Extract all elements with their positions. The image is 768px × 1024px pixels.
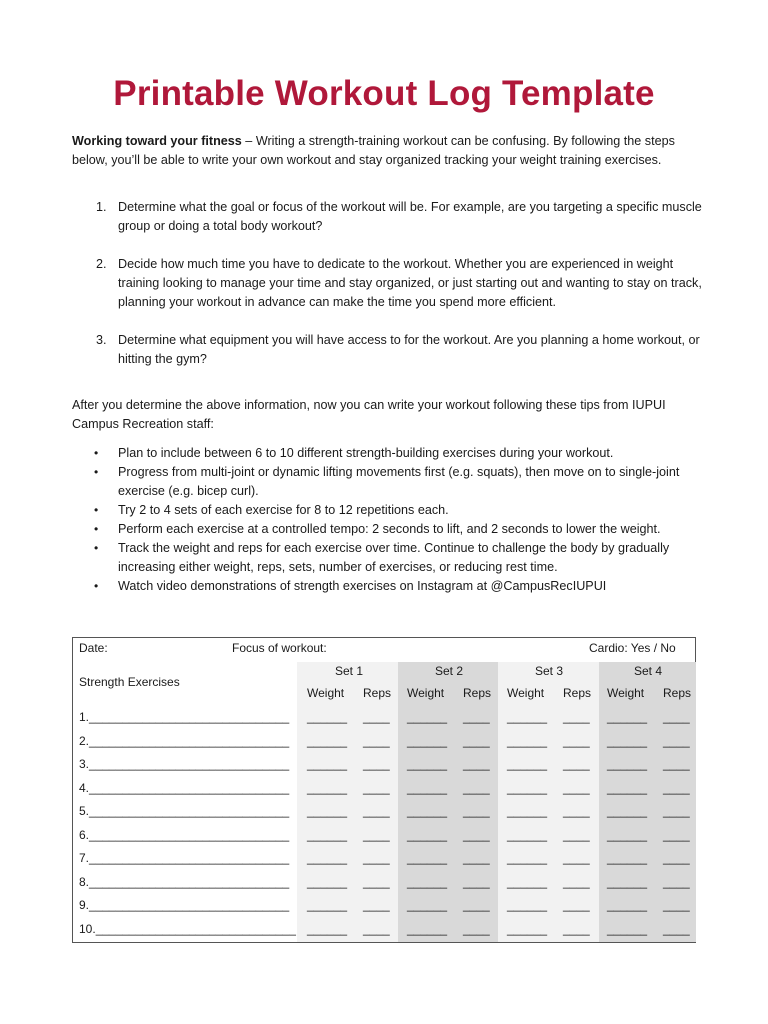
reps-header: Reps — [563, 686, 592, 700]
bullet-icon: • — [94, 579, 99, 593]
set-header: Set 1 — [335, 664, 364, 678]
weight-blank[interactable]: ______ — [507, 921, 548, 936]
reps-blank[interactable]: ____ — [463, 921, 490, 936]
tip-text: Watch video demonstrations of strength exercises on Instagram at @CampusRecIUPUI — [118, 579, 607, 593]
reps-blank[interactable]: ____ — [563, 780, 590, 795]
weight-blank[interactable]: ______ — [307, 921, 348, 936]
weight-blank[interactable]: ______ — [307, 874, 348, 889]
exercise-name-blank[interactable]: ______________________________ — [89, 827, 290, 842]
reps-blank[interactable]: ____ — [563, 827, 590, 842]
weight-blank[interactable]: ______ — [507, 804, 548, 818]
bullet-icon: • — [94, 465, 99, 479]
intro-lead: Working toward your fitness — [72, 134, 242, 148]
exercise-name-blank[interactable]: ______________________________ — [89, 733, 290, 748]
reps-blank[interactable]: ____ — [663, 804, 690, 818]
reps-blank[interactable]: ____ — [563, 851, 590, 865]
tip-text: Track the weight and reps for each exercise over time. Continue to challenge the body by gradually increasing either weight, reps, sets, number of exercises, or reducing rest time. — [118, 541, 670, 574]
weight-blank[interactable]: ______ — [407, 804, 448, 818]
bullet-icon: • — [94, 541, 99, 555]
reps-blank[interactable]: ____ — [663, 898, 690, 912]
weight-blank[interactable]: ______ — [307, 851, 348, 865]
reps-header: Reps — [463, 686, 492, 700]
reps-blank[interactable]: ____ — [463, 898, 490, 912]
weight-blank[interactable]: ______ — [307, 757, 348, 771]
exercise-row — [79, 898, 289, 912]
reps-blank[interactable]: ____ — [663, 921, 690, 936]
tip-item — [72, 539, 702, 577]
tip-item — [72, 577, 702, 596]
set-header: Set 2 — [435, 664, 464, 678]
weight-header: Weight — [407, 686, 445, 700]
weight-blank[interactable]: ______ — [307, 804, 348, 818]
row-number: 7. — [79, 851, 90, 865]
exercise-name-blank[interactable]: ______________________________ — [89, 874, 290, 889]
weight-blank[interactable]: ______ — [307, 733, 348, 748]
reps-blank[interactable]: ____ — [363, 874, 390, 889]
reps-blank[interactable]: ____ — [563, 804, 590, 818]
tips-list — [72, 444, 702, 596]
reps-blank[interactable]: ____ — [463, 874, 490, 889]
weight-header: Weight — [307, 686, 345, 700]
weight-blank[interactable]: ______ — [307, 780, 348, 795]
focus-label: Focus of workout: — [232, 641, 327, 655]
reps-blank[interactable]: ____ — [563, 733, 590, 748]
weight-blank[interactable]: ______ — [607, 780, 648, 795]
reps-header: Reps — [363, 686, 392, 700]
weight-header: Weight — [507, 686, 545, 700]
reps-blank[interactable]: ____ — [363, 710, 390, 724]
exercise-row — [79, 922, 296, 936]
row-number: 3. — [79, 757, 90, 771]
weight-blank[interactable]: ______ — [307, 898, 348, 912]
exercise-row — [79, 781, 289, 795]
reps-blank[interactable]: ____ — [463, 780, 490, 795]
reps-blank[interactable]: ____ — [663, 851, 690, 865]
row-number: 1. — [79, 710, 90, 724]
step-text: Determine what the goal or focus of the workout will be. For example, are you targeting a specific muscle group or doing a total body workout? — [118, 200, 702, 233]
weight-blank[interactable]: ______ — [607, 898, 648, 912]
tips-intro: After you determine the above information, now you can write your workout following these tips from IUPUI Campus Recreation staff: — [72, 398, 666, 431]
weight-blank[interactable]: ______ — [307, 710, 348, 724]
exercise-name-blank[interactable]: ______________________________ — [89, 851, 290, 865]
step-item — [72, 198, 702, 236]
row-number: 10. — [79, 921, 96, 936]
bullet-icon: • — [94, 503, 99, 517]
reps-blank[interactable]: ____ — [663, 757, 690, 771]
step-item — [72, 331, 702, 369]
weight-blank[interactable]: ______ — [607, 851, 648, 865]
weight-blank[interactable]: ______ — [607, 757, 648, 771]
tip-item — [72, 463, 702, 501]
weight-blank[interactable]: ______ — [407, 757, 448, 771]
exercise-row — [79, 757, 289, 771]
weight-blank[interactable]: ______ — [607, 921, 648, 936]
weight-blank[interactable]: ______ — [507, 733, 548, 748]
tip-text: Try 2 to 4 sets of each exercise for 8 to 12 repetitions each. — [118, 503, 449, 517]
workout-log-table — [72, 637, 696, 943]
step-number: 3. — [96, 333, 107, 347]
row-number: 8. — [79, 874, 90, 889]
weight-blank[interactable]: ______ — [507, 780, 548, 795]
exercise-row — [79, 851, 289, 865]
exercise-row — [79, 734, 289, 748]
weight-blank[interactable]: ______ — [407, 733, 448, 748]
strength-exercises-label: Strength Exercises — [79, 675, 180, 689]
exercise-row — [79, 875, 289, 889]
weight-blank[interactable]: ______ — [507, 757, 548, 771]
reps-blank[interactable]: ____ — [563, 921, 590, 936]
row-number: 4. — [79, 780, 90, 795]
reps-blank[interactable]: ____ — [663, 827, 690, 842]
weight-blank[interactable]: ______ — [507, 710, 548, 724]
reps-blank[interactable]: ____ — [463, 733, 490, 748]
step-item — [72, 255, 702, 312]
step-text: Decide how much time you have to dedicate to the workout. Whether you are experienced in weight training looking to manage your time and stay organized, or just starting out and wanting to stay on track, planning your workout in advance can make the time you spend more efficient. — [118, 257, 702, 309]
reps-blank[interactable]: ____ — [663, 874, 690, 889]
reps-blank[interactable]: ____ — [663, 710, 690, 724]
reps-blank[interactable]: ____ — [363, 757, 390, 771]
intro-text: – Writing a strength-training workout can be confusing. By following the steps below, you’ll be able to write your own workout and stay organized tracking your weight training exercises. — [72, 134, 675, 167]
reps-blank[interactable]: ____ — [463, 710, 490, 724]
reps-blank[interactable]: ____ — [563, 757, 590, 771]
step-number: 2. — [96, 257, 107, 271]
reps-blank[interactable]: ____ — [363, 780, 390, 795]
weight-blank[interactable]: ______ — [507, 851, 548, 865]
row-number: 9. — [79, 898, 90, 912]
tip-text: Perform each exercise at a controlled tempo: 2 seconds to lift, and 2 seconds to lower the weight. — [118, 522, 661, 536]
reps-blank[interactable]: ____ — [463, 827, 490, 842]
exercise-name-blank[interactable]: ______________________________ — [89, 757, 290, 771]
page-title: Printable Workout Log Template — [113, 74, 655, 113]
tip-text: Plan to include between 6 to 10 different strength-building exercises during your workout. — [118, 446, 614, 460]
weight-blank[interactable]: ______ — [607, 710, 648, 724]
tip-item — [72, 520, 702, 539]
reps-blank[interactable]: ____ — [563, 898, 590, 912]
row-number: 5. — [79, 804, 90, 818]
weight-blank[interactable]: ______ — [607, 804, 648, 818]
set-header: Set 3 — [535, 664, 564, 678]
weight-blank[interactable]: ______ — [407, 874, 448, 889]
weight-blank[interactable]: ______ — [407, 827, 448, 842]
weight-blank[interactable]: ______ — [607, 874, 648, 889]
reps-blank[interactable]: ____ — [563, 874, 590, 889]
reps-blank[interactable]: ____ — [563, 710, 590, 724]
bullet-icon: • — [94, 522, 99, 536]
row-number: 6. — [79, 827, 90, 842]
reps-blank[interactable]: ____ — [663, 780, 690, 795]
bullet-icon: • — [94, 446, 99, 460]
exercise-name-blank[interactable]: ______________________________ — [89, 780, 290, 795]
weight-blank[interactable]: ______ — [607, 827, 648, 842]
weight-blank[interactable]: ______ — [507, 827, 548, 842]
weight-blank[interactable]: ______ — [507, 898, 548, 912]
set-header: Set 4 — [634, 664, 663, 678]
reps-blank[interactable]: ____ — [463, 851, 490, 865]
cardio-label: Cardio: Yes / No — [589, 641, 676, 655]
reps-blank[interactable]: ____ — [363, 804, 390, 818]
exercise-row — [79, 828, 289, 842]
steps-list — [72, 198, 702, 388]
exercise-name-blank[interactable]: ______________________________ — [89, 710, 290, 724]
weight-blank[interactable]: ______ — [307, 827, 348, 842]
reps-blank[interactable]: ____ — [363, 851, 390, 865]
reps-blank[interactable]: ____ — [463, 804, 490, 818]
reps-blank[interactable]: ____ — [363, 921, 390, 936]
tip-item — [72, 444, 702, 463]
reps-blank[interactable]: ____ — [363, 827, 390, 842]
weight-blank[interactable]: ______ — [607, 733, 648, 748]
weight-header: Weight — [607, 686, 645, 700]
step-number: 1. — [96, 200, 107, 214]
reps-blank[interactable]: ____ — [463, 757, 490, 771]
intro-paragraph — [72, 132, 702, 170]
weight-blank[interactable]: ______ — [507, 874, 548, 889]
weight-blank[interactable]: ______ — [407, 898, 448, 912]
tip-item — [72, 501, 702, 520]
weight-blank[interactable]: ______ — [407, 851, 448, 865]
row-number: 2. — [79, 733, 90, 748]
date-label: Date: — [79, 641, 108, 655]
exercise-row — [79, 710, 289, 724]
reps-header: Reps — [663, 686, 692, 700]
exercise-name-blank[interactable]: ______________________________ — [89, 898, 290, 912]
tip-text: Progress from multi-joint or dynamic lifting movements first (e.g. squats), then move on to single-joint exercise (e.g. bicep curl). — [118, 465, 680, 498]
reps-blank[interactable]: ____ — [363, 898, 390, 912]
exercise-name-blank[interactable]: ______________________________ — [95, 921, 296, 936]
weight-blank[interactable]: ______ — [407, 921, 448, 936]
weight-blank[interactable]: ______ — [407, 710, 448, 724]
weight-blank[interactable]: ______ — [407, 780, 448, 795]
exercise-name-blank[interactable]: ______________________________ — [89, 804, 290, 818]
exercise-row — [79, 804, 289, 818]
reps-blank[interactable]: ____ — [663, 733, 690, 748]
step-text: Determine what equipment you will have access to for the workout. Are you planning a home workout, or hitting the gym? — [118, 333, 700, 366]
reps-blank[interactable]: ____ — [363, 733, 390, 748]
